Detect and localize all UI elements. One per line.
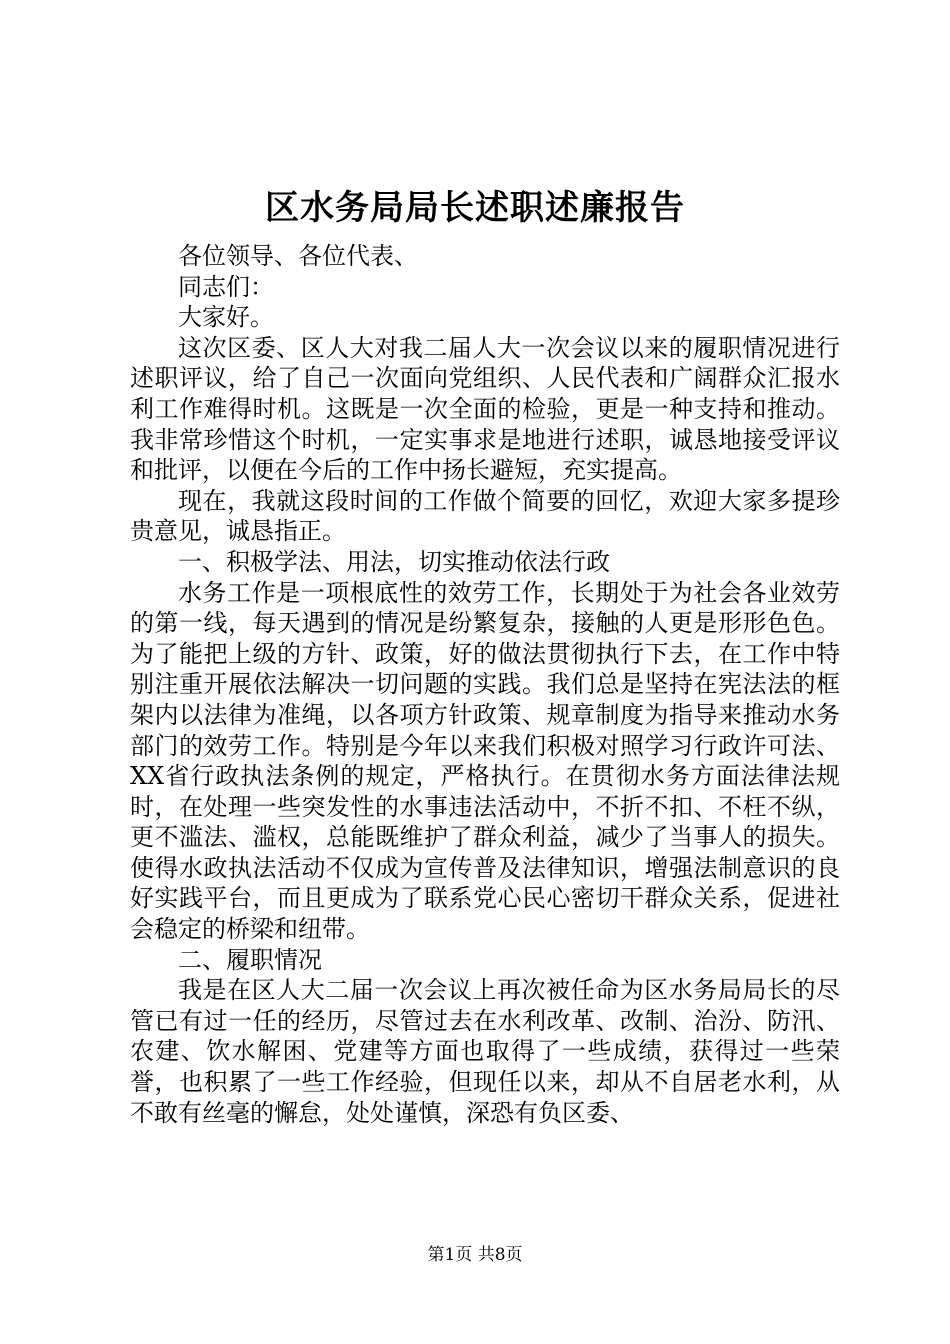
greeting: 大家好。 <box>178 303 274 332</box>
paragraph-law: 水务工作是一项根底性的效劳工作，长期处于为社会各业效劳的第一线，每天遇到的情况是纷繁复杂，接触的人更是形形色色。为了能把上级的方针、政策，好的做法贯彻执行下去，在工作中特别注重开展依法解决一切问题的实践。我们总是坚持在宪法法的框架内以法律为准绳，以各项方针政策、规章制度为指导来推动水务部门的效劳工作。特别是今年以来我们积极对照学习行政许可法、XX省行政执法条例的规定，严格执行。在贯彻水务方面法律法规时，在处理一些突发性的水事违法活动中，不折不扣、不枉不纵，更不滥法、滥权，总能既维护了群众利益，减少了当事人的损失。使得水政执法活动不仅成为宣传普及法律知识，增强法制意识的良好实践平台，而且更成为了联系党心民心密切干群众关系，促进社会稳定的桥梁和纽带。 <box>130 578 840 944</box>
salutation-line-1: 各位领导、各位代表、 <box>178 242 418 270</box>
salutation-line-2: 同志们： <box>178 272 274 301</box>
section-heading-1: 一、积极学法、用法，切实推动依法行政 <box>178 547 610 576</box>
paragraph-duty: 我是在区人大二届一次会议上再次被任命为区水务局局长的尽管已有过一任的经历，尽管过去在水利改革、改制、治汾、防汛、农建、饮水解困、党建等方面也取得了一些成绩，获得过一些荣誉，也积累了一些工作经验，但现任以来，却从不自居老水利，从不敢有丝毫的懈怠，处处谨慎，深恐有负区委、 <box>130 976 840 1127</box>
section-heading-2: 二、履职情况 <box>178 945 322 974</box>
paragraph-review: 现在，我就这段时间的工作做个简要的回忆，欢迎大家多提珍贵意见，诚恳指正。 <box>130 486 840 546</box>
document-title: 区水务局局长述职述廉报告 <box>265 188 685 228</box>
page-number: 第1页 共8页 <box>427 1245 523 1265</box>
paragraph-intro: 这次区委、区人大对我二届人大一次会议以来的履职情况进行述职评议，给了自己一次面向党组织、人民代表和广阔群众汇报水利工作难得时机。这既是一次全面的检验，更是一种支持和推动。我非常珍惜这个时机，一定实事求是地进行述职，诚恳地接受评议和批评，以便在今后的工作中扬长避短，充实提高。 <box>130 333 840 485</box>
document-body <box>130 241 840 1128</box>
